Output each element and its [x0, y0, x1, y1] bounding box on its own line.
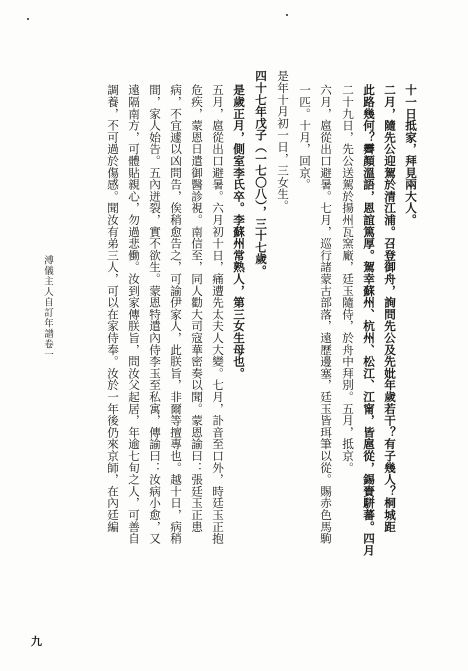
- ink-speck: [286, 14, 288, 16]
- text-column: 二月，隨先公迎駕於清江浦。召登御舟，詢問先公及先妣年歲若干？有子幾人？桐城距: [383, 84, 397, 533]
- text-column: 遠隔南方，可體貼親心，勿過悲働。汝到家傳朕旨，問汝父起居，年逾七旬之人，可善自: [127, 84, 141, 545]
- text-column: 危疾，蒙恩日遣御醫診視。南信至，同人勸大司寇華密奏以聞。蒙恩諭曰：張廷玉正患: [190, 84, 204, 533]
- text-column: 調養，不可過於傷感。聞汝有弟三人，可以在家侍奉。汝於一年後仍來京師，在內廷編: [106, 84, 120, 533]
- text-column: 此路幾何？霽顏溫語，恩誼篤厚。駕幸蘇州、杭州、松江、江甯，皆扈從，錫賚駢蕃。四月: [362, 84, 376, 556]
- text-column: 六月，扈從出口避暑。七月，巡行諸蒙古部落，遠歷邊塞，廷玉皆珥筆以從。賜赤色馬駒: [319, 84, 333, 545]
- text-column: 二十九日，先公送駕於揚州瓦窯廠，廷玉隨侍，於舟中拜別。五月，抵京。: [341, 84, 355, 474]
- text-column: 一匹。十月，回京。: [298, 84, 312, 191]
- text-column: 間，家人始告。五內迸裂，實不欲生。蒙恩特遣內侍李玉至私寓，傳諭曰：汝病小愈，又: [148, 84, 162, 545]
- ink-speck: [27, 18, 29, 20]
- text-column: 四十七年戊子（一七〇八），三十七歲。: [254, 70, 268, 277]
- text-column: 是年十月初一日，三女生。: [276, 70, 290, 212]
- text-column: 是歲正月，側室李氏卒。李蘇州常熟人，第三女生母也。: [232, 84, 246, 379]
- page-number: 九: [31, 635, 42, 648]
- text-column: 十一日抵家，拜見兩大人。: [404, 84, 418, 226]
- margin-title: 溥儀主人自訂年譜卷一: [42, 255, 53, 360]
- text-column: 病，不宜遽以凶問告，俟稍愈告之，可諭伊家人，此朕旨，非爾等擅專也。越十日，病稍: [169, 84, 183, 545]
- text-column: 五月，扈從出口避暑。六月初十日，痛遭先太夫人大變。七月，訃音至口外，時廷玉正抱: [211, 84, 225, 545]
